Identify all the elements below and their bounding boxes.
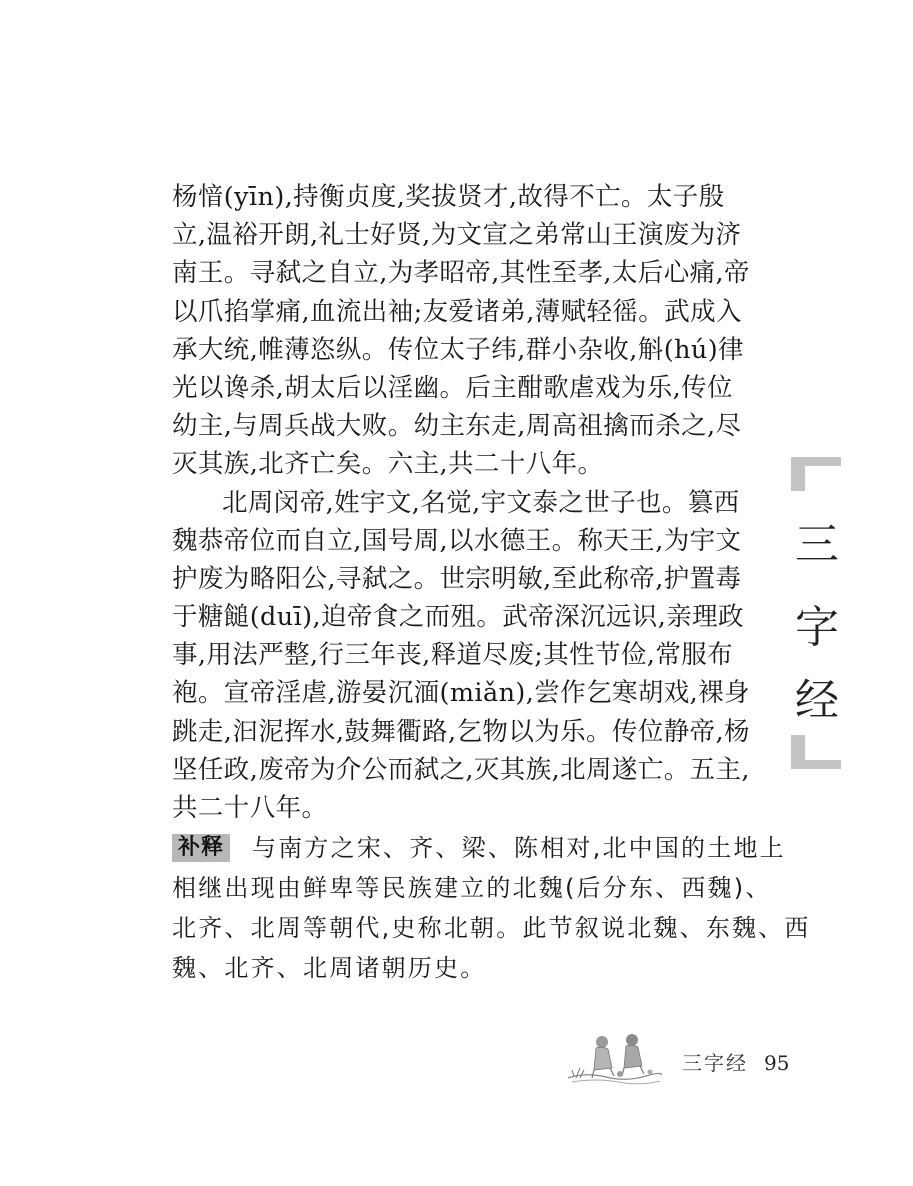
text-line: 跳走,汩泥挥水,鼓舞衢路,乞物以为乐。传位静帝,杨 [172, 716, 750, 747]
text-line: 承大统,帷薄恣纵。传位太子纬,群小杂收,斛(hú)律 [172, 334, 744, 365]
bracket-bottom-icon [791, 735, 841, 769]
side-title-char: 经 [795, 675, 839, 726]
children-illustration-icon [566, 1028, 662, 1086]
text-line: 立,温裕开朗,礼士好贤,为文宣之弟常山王演废为济 [172, 220, 742, 251]
supplement-note [172, 828, 811, 988]
text-line: 杨愔(yīn),持衡贞度,奖拔贤才,故得不亡。太子殷 [172, 182, 725, 212]
text-line: 以爪掐掌痛,血流出袖;友爱诸弟,薄赋轻徭。武成入 [172, 296, 742, 327]
text-line: 魏恭帝位而自立,国号周,以水德王。称天王,为宇文 [172, 525, 742, 556]
side-chapter-tab [791, 457, 843, 769]
side-title-char: 字 [795, 602, 839, 653]
supplement-first-line [172, 828, 786, 868]
supplement-line: 相继出现由鲜卑等民族建立的北魏(后分东、西魏)、 [172, 874, 772, 902]
text-line: 事,用法严整,行三年丧,释道尽废;其性节俭,常服布 [172, 640, 734, 671]
page-footer [566, 1028, 796, 1088]
running-footer-title: 三字经 [682, 1051, 748, 1075]
text-line: 坚任政,废帝为介公而弑之,灭其族,北周遂亡。五主, [172, 754, 750, 785]
text-line: 护废为略阳公,寻弑之。世宗明敏,至此称帝,护置毒 [172, 563, 742, 594]
main-text-block [172, 178, 750, 827]
text-line: 袍。宣帝淫虐,游晏沉湎(miǎn),尝作乞寒胡戏,裸身 [172, 678, 750, 709]
supplement-line: 北齐、北周等朝代,史称北朝。此节叙说北魏、东魏、西 [172, 914, 811, 942]
text-line: 灭其族,北齐亡矣。六主,共二十八年。 [172, 449, 604, 480]
paragraph-start-line: 北周闵帝,姓宇文,名觉,宇文泰之世子也。篡西 [222, 487, 740, 518]
text-line: 南王。寻弑之自立,为孝昭帝,其性至孝,太后心痛,帝 [172, 258, 750, 289]
supplement-line: 魏、北齐、北周诸朝历史。 [172, 954, 487, 982]
text-line: 于糖䭔(duī),迫帝食之而殂。武帝深沉远识,亲理政 [172, 602, 744, 633]
supplement-tag: 补释 [172, 834, 230, 862]
bracket-top-icon [791, 457, 841, 491]
text-line: 共二十八年。 [172, 793, 328, 823]
text-line: 幼主,与周兵战大败。幼主东走,周高祖擒而杀之,尽 [172, 411, 742, 442]
text-line: 光以谗杀,胡太后以淫幽。后主酣歌虐戏为乐,传位 [172, 372, 733, 403]
page-number: 95 [764, 1051, 790, 1075]
side-title-char: 三 [795, 519, 839, 570]
supplement-text: 与南方之宋、齐、梁、陈相对,北中国的土地上 [252, 834, 786, 862]
